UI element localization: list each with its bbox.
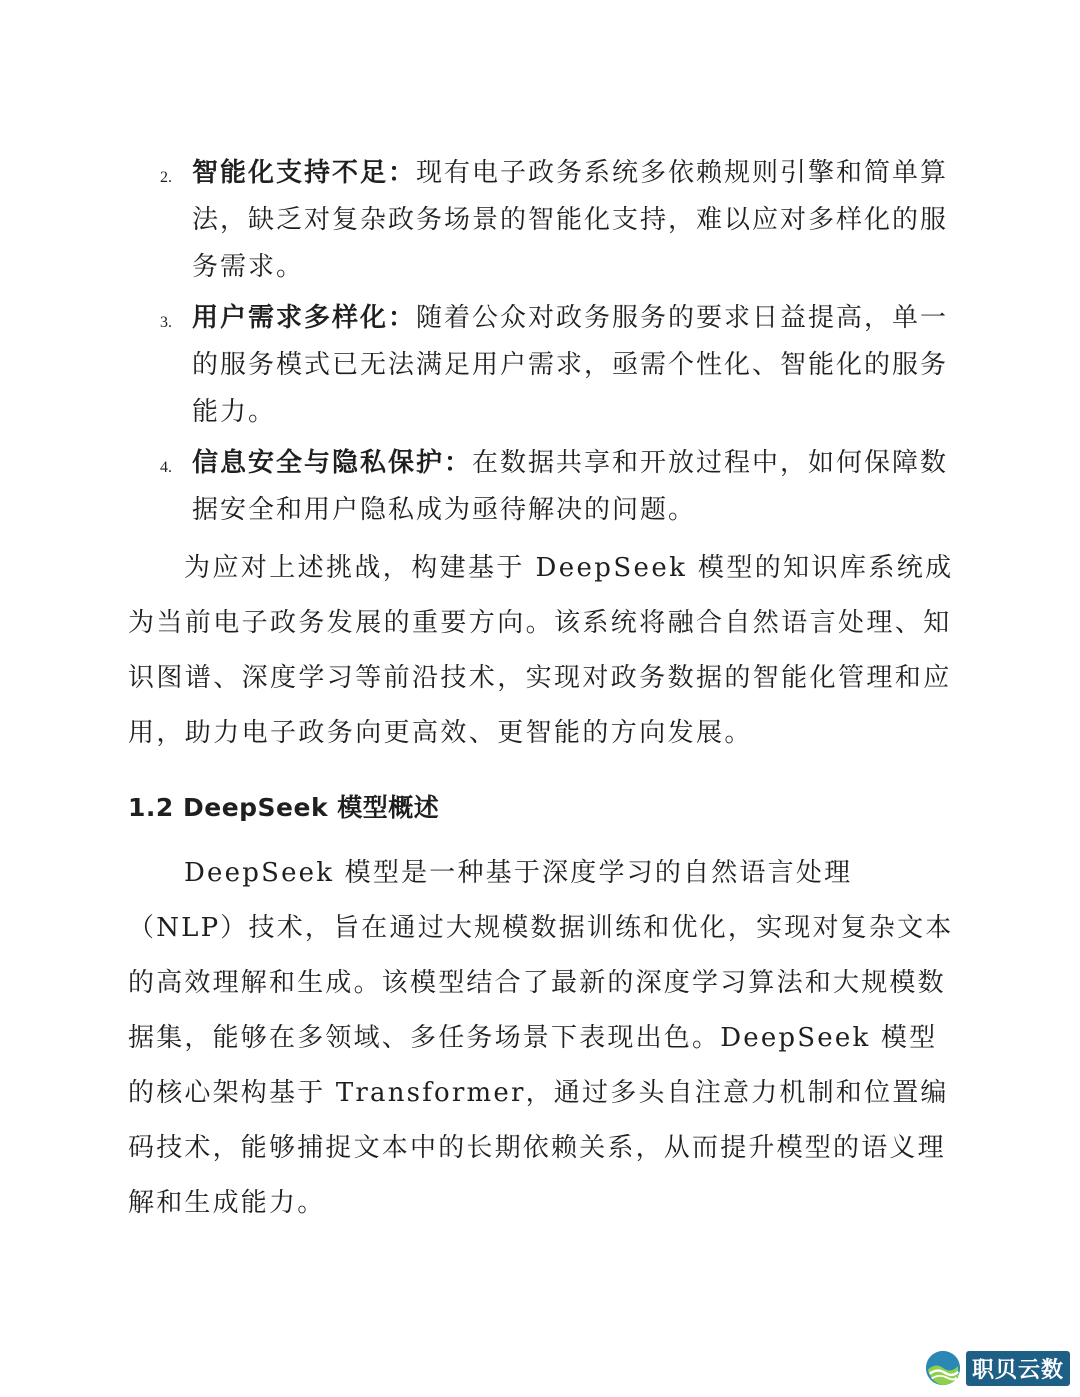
wave-logo-icon (924, 1349, 962, 1387)
list-item-number: 4. (160, 459, 172, 476)
list-item-term: 智能化支持不足： (192, 158, 417, 188)
list-item-text: 在数据共享和开放过程中，如何保障数据安全和用户隐私成为亟待解决的问题。 (192, 448, 949, 525)
list-item-text: 随着公众对政务服务的要求日益提高，单一的服务模式已无法满足用户需求，亟需个性化、智能化的服务能力。 (192, 303, 949, 427)
challenge-list (128, 150, 958, 534)
section-title: 1.2 DeepSeek 模型概述 (128, 793, 440, 822)
list-item-text: 现有电子政务系统多依赖规则引擎和简单算法，缺乏对复杂政务场景的智能化支持，难以应对多样化的服务需求。 (192, 158, 949, 282)
body-paragraph: 为应对上述挑战，构建基于 DeepSeek 模型的知识库系统成为当前电子政务发展的重要方向。该系统将融合自然语言处理、知识图谱、深度学习等前沿技术，实现对政务数据的智能化管理和应用，助力电子政务向更高效、更智能的方向发展。 (128, 553, 954, 748)
body-paragraph: DeepSeek 模型是一种基于深度学习的自然语言处理（NLP）技术，旨在通过大规模数据训练和优化，实现对复杂文本的高效理解和生成。该模型结合了最新的深度学习算法和大规模数据集，能够在多领域、多任务场景下表现出色。DeepSeek 模型的核心架构基于 Transformer，通过多头自注意力机制和位置编码技术，能够捕捉文本中的长期依赖关系，从而提升模型的语义理解和生成能力。 (128, 858, 954, 1218)
list-item (128, 295, 958, 436)
list-item (128, 150, 958, 291)
list-item-number: 2. (160, 169, 172, 186)
list-item (128, 440, 958, 534)
list-item-number: 3. (160, 314, 172, 331)
watermark-text: 职贝云数 (966, 1351, 1070, 1386)
list-item-term: 信息安全与隐私保护： (192, 448, 473, 478)
list-item-term: 用户需求多样化： (192, 303, 417, 333)
watermark (924, 1349, 1070, 1387)
